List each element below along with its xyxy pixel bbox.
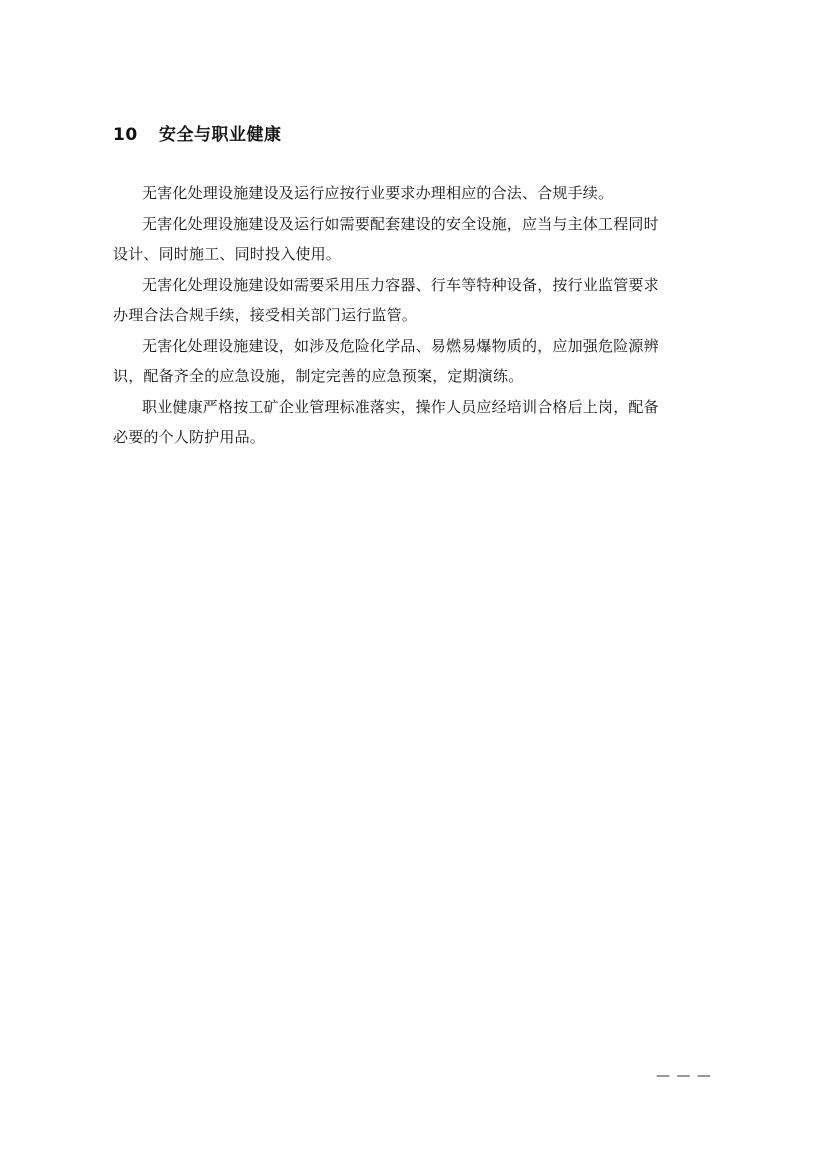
paragraph-3: [113, 270, 717, 331]
paragraph-5: [113, 392, 717, 453]
paragraph-line: 办理合法合规手续，接受相关部门运行监管。: [113, 306, 418, 324]
paragraph-line: 识，配备齐全的应急设施，制定完善的应急预案，定期演练。: [113, 367, 524, 385]
page-number: — — —: [656, 1068, 712, 1084]
section-heading: [113, 120, 282, 145]
paragraph-line: 设计、同时施工、同时投入使用。: [113, 245, 342, 263]
paragraph-line: 无害化处理设施建设如需要采用压力容器、行车等特种设备，按行业监管要求: [142, 275, 659, 294]
section-title: 安全与职业健康: [159, 125, 282, 145]
paragraph-line: 职业健康严格按工矿企业管理标准落实，操作人员应经培训合格后上岗，配备: [142, 397, 659, 416]
paragraph-line: 无害化处理设施建设及运行如需要配套建设的安全设施，应当与主体工程同时: [142, 214, 659, 233]
paragraph-4: [113, 331, 717, 392]
section-number: 10: [113, 125, 138, 145]
paragraph-line: 无害化处理设施建设及运行应按行业要求办理相应的合法、合规手续。: [142, 184, 614, 202]
paragraph-2: [113, 209, 717, 270]
section-body: [113, 178, 717, 453]
paragraph-line: 必要的个人防护用品。: [113, 428, 266, 446]
paragraph-1: [113, 178, 717, 209]
paragraph-line: 无害化处理设施建设，如涉及危险化学品、易燃易爆物质的，应加强危险源辨: [142, 336, 659, 355]
